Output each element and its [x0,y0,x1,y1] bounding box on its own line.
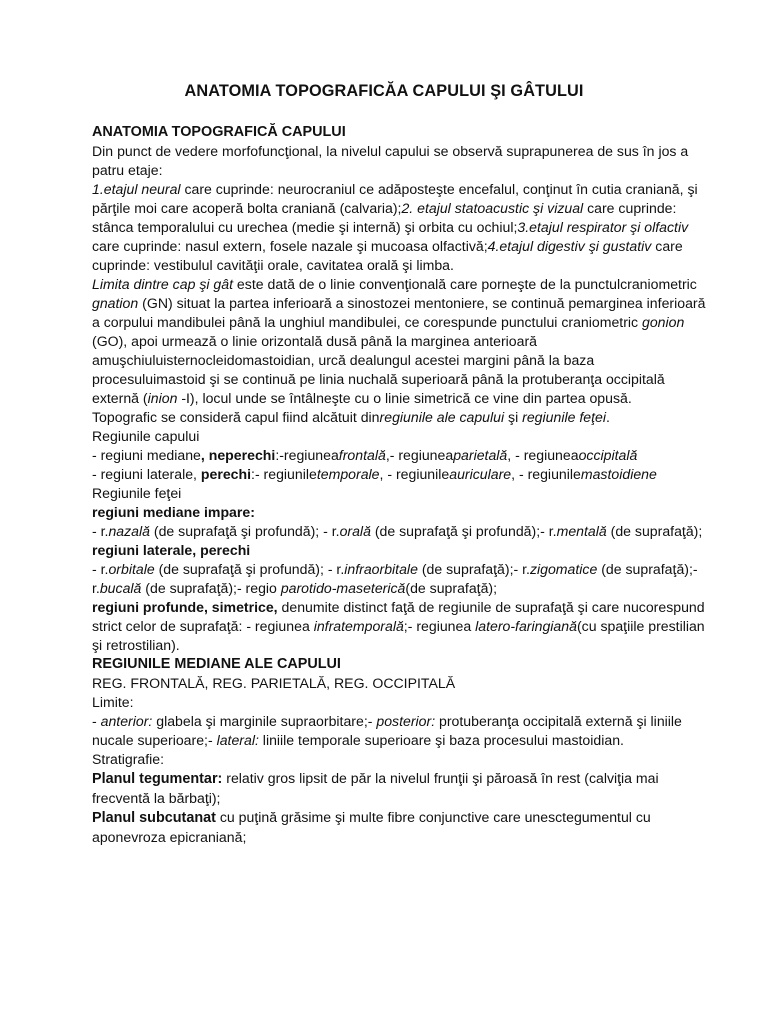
topografic-term-1: regiunile ale capului [379,409,505,425]
limita-term: Limita dintre cap şi gât [92,276,234,292]
mediane-term-2: parietală [453,447,508,463]
subcutanat-bold: Planul subcutanat [92,810,216,826]
limite-lateral: lateral: [216,732,259,748]
mediane-section-heading: REGIUNILE MEDIANE ALE CAPULUI [92,656,341,672]
laterale-paragraph [92,465,708,484]
topografic-text-1: Topografic se consideră capul fiind alcătuit din [92,409,380,425]
etaj-2-text: care cuprinde: stânca temporalului cu urechea (medie şi internă) şi orbita cu ochiul; [92,200,677,235]
limite-text-1: - [92,713,101,729]
perechi-heading: regiuni laterale, perechi [92,542,251,558]
topografic-text-3: . [605,409,610,425]
limita-text-1: este dată de o linie convenţională care porneşte de la punctulcraniometric [233,276,697,292]
regions-list: REG. FRONTALĂ, REG. PARIETALĂ, REG. OCCIPITALĂ [92,675,456,691]
mediane-bold: , neperechi [200,447,276,463]
perechi-term-1: orbitale [108,561,155,577]
tegumentar-bold: Planul tegumentar: [92,771,223,787]
gnation-term: gnation [92,295,139,311]
document-title: ANATOMIA TOPOGRAFICĂA CAPULUI ŞI GÂTULUI [184,82,584,100]
mediane-text-4: , - regiunea [507,447,579,463]
limite-posterior: posterior: [376,713,436,729]
perechi-text-5: (de suprafaţă);- regio [141,580,281,596]
perechi-term-5: parotido-maseterică [280,580,406,596]
limite-text-3: protuberanţa occipitală externă şi liniile nucale superioare;- [92,713,682,748]
mediane-term-3: occipitală [578,447,638,463]
laterale-text-4: , - regiunile [511,466,581,482]
profunde-text-2: ;- regiunea [403,618,476,634]
profunde-bold: regiuni profunde, simetrice, [92,599,278,615]
inion-term: inion [147,390,178,406]
etaj-3-label: 3.etajul respirator şi olfactiv [517,219,689,235]
impare-text-2: (de suprafaţă şi profundă); - r. [149,523,340,539]
limita-text-2: (GN) situat la partea inferioară a sinostozei mentoniere, se continuă pemarginea inferioară a corpului mandibulei până la unghiul mandibulei, ce corespunde punctului craniometric [92,295,706,330]
document-body [92,123,708,847]
profunde-text-3: (cu spaţiile prestilian şi retrostilian). [92,618,705,653]
perechi-text-2: (de suprafaţă şi profundă); - r. [154,561,345,577]
perechi-term-4: bucală [99,580,142,596]
impare-term-1: nazală [108,523,150,539]
impare-text-1: - r. [92,523,109,539]
limite-label: Limite: [92,694,134,710]
impare-text-3: (de suprafaţă şi profundă);- r. [370,523,557,539]
impare-heading: regiuni mediane impare: [92,504,255,520]
topografic-text-2: şi [504,409,523,425]
stratigrafie-label: Stratigrafie: [92,751,165,767]
mediane-text-3: ,- regiunea [385,447,454,463]
etaj-1-label: 1.etajul neural [92,181,181,197]
limita-paragraph [92,275,708,408]
limite-text-2: glabela şi marginile supraorbitare;- [152,713,377,729]
topografic-term-2: regiunile feţei [522,409,606,425]
perechi-text-1: - r. [92,561,109,577]
impare-term-3: mentală [556,523,607,539]
laterale-term-3: mastoidiene [580,466,657,482]
limite-anterior: anterior: [100,713,153,729]
perechi-text-6: (de suprafaţă); [405,580,498,596]
laterale-term-1: temporale [316,466,380,482]
impare-term-2: orală [339,523,371,539]
limita-text-3: (GO), apoi urmează o linie orizontală dusă până la marginea anterioară amuşchiuluisternocleidomastoidian, urcă dealungul acestei margini până la baza procesuluimastoid şi se continuă pe linia nuchală superioară până la protuberanţa occipitală externă ( [92,333,665,406]
mediane-text-2: :-regiunea [275,447,339,463]
laterale-text-3: , - regiunile [379,466,450,482]
etaje-paragraph [92,180,708,275]
etaj-4-label: 4.etajul digestiv şi gustativ [487,238,652,254]
perechi-text-4: (de suprafaţă);- r. [92,561,698,596]
subcutanat-text: cu puţină grăsime şi multe fibre conjunctive care unesctegumentul cu aponevroza epicraniană; [92,809,651,845]
mediane-text-1: - regiuni mediane [92,447,201,463]
mediane-paragraph [92,446,708,465]
mediane-term-1: frontală [338,447,386,463]
perechi-term-3: zigomatice [529,561,598,577]
tegumentar-paragraph [92,769,708,808]
laterale-term-2: auriculare [449,466,512,482]
laterale-bold: perechi [200,466,252,482]
topografic-paragraph [92,408,708,427]
impare-paragraph [92,522,708,541]
regiunile-fetei-label: Regiunile feţei [92,485,182,501]
etaj-1-text: care cuprinde: neurocraniul ce adăposteşte encefalul, conţinut în cutia craniană, şi părţile moi care acoperă bolta craniană (calvaria); [92,181,698,216]
impare-text-4: (de suprafaţă); [606,523,703,539]
profunde-paragraph [92,598,708,655]
section-heading: ANATOMIA TOPOGRAFICĂ CAPULUI [92,124,346,140]
etaj-2-label: 2. etajul statoacustic şi vizual [401,200,584,216]
regiunile-capului-label: Regiunile capului [92,428,200,444]
limite-paragraph [92,712,708,750]
perechi-term-2: infraorbitale [344,561,418,577]
etaj-4-text: care cuprinde: vestibulul cavităţii orale, cavitatea orală şi limba. [92,238,683,273]
limite-text-4: liniile temporale superioare şi baza procesului mastoidian. [258,732,624,748]
laterale-text-2: :- regiunile [251,466,317,482]
profunde-term-1: infratemporală [313,618,404,634]
intro-paragraph: Din punct de vedere morfofuncţional, la nivelul capului se observă suprapunerea de sus în jos a patru etaje: [92,143,689,178]
limita-text-4: -I), locul unde se întâlneşte cu o linie simetrică ce vine din partea opusă. [177,390,632,406]
gonion-term: gonion [642,314,685,330]
subcutanat-paragraph [92,808,708,847]
perechi-paragraph [92,560,708,598]
perechi-text-3: (de suprafaţă);- r. [417,561,530,577]
tegumentar-text: relativ gros lipsit de păr la nivelul frunţii şi păroasă în rest (calviţia mai frecventă la bărbaţi); [92,770,659,806]
profunde-text-1: denumite distinct faţă de regiunile de suprafaţă şi care nucorespund strict celor de suprafaţă: - regiunea [92,599,705,634]
laterale-text-1: - regiuni laterale, [92,466,201,482]
profunde-term-2: latero-faringiană [475,618,577,634]
etaj-3-text: care cuprinde: nasul extern, fosele nazale şi mucoasa olfactivă; [92,238,488,254]
